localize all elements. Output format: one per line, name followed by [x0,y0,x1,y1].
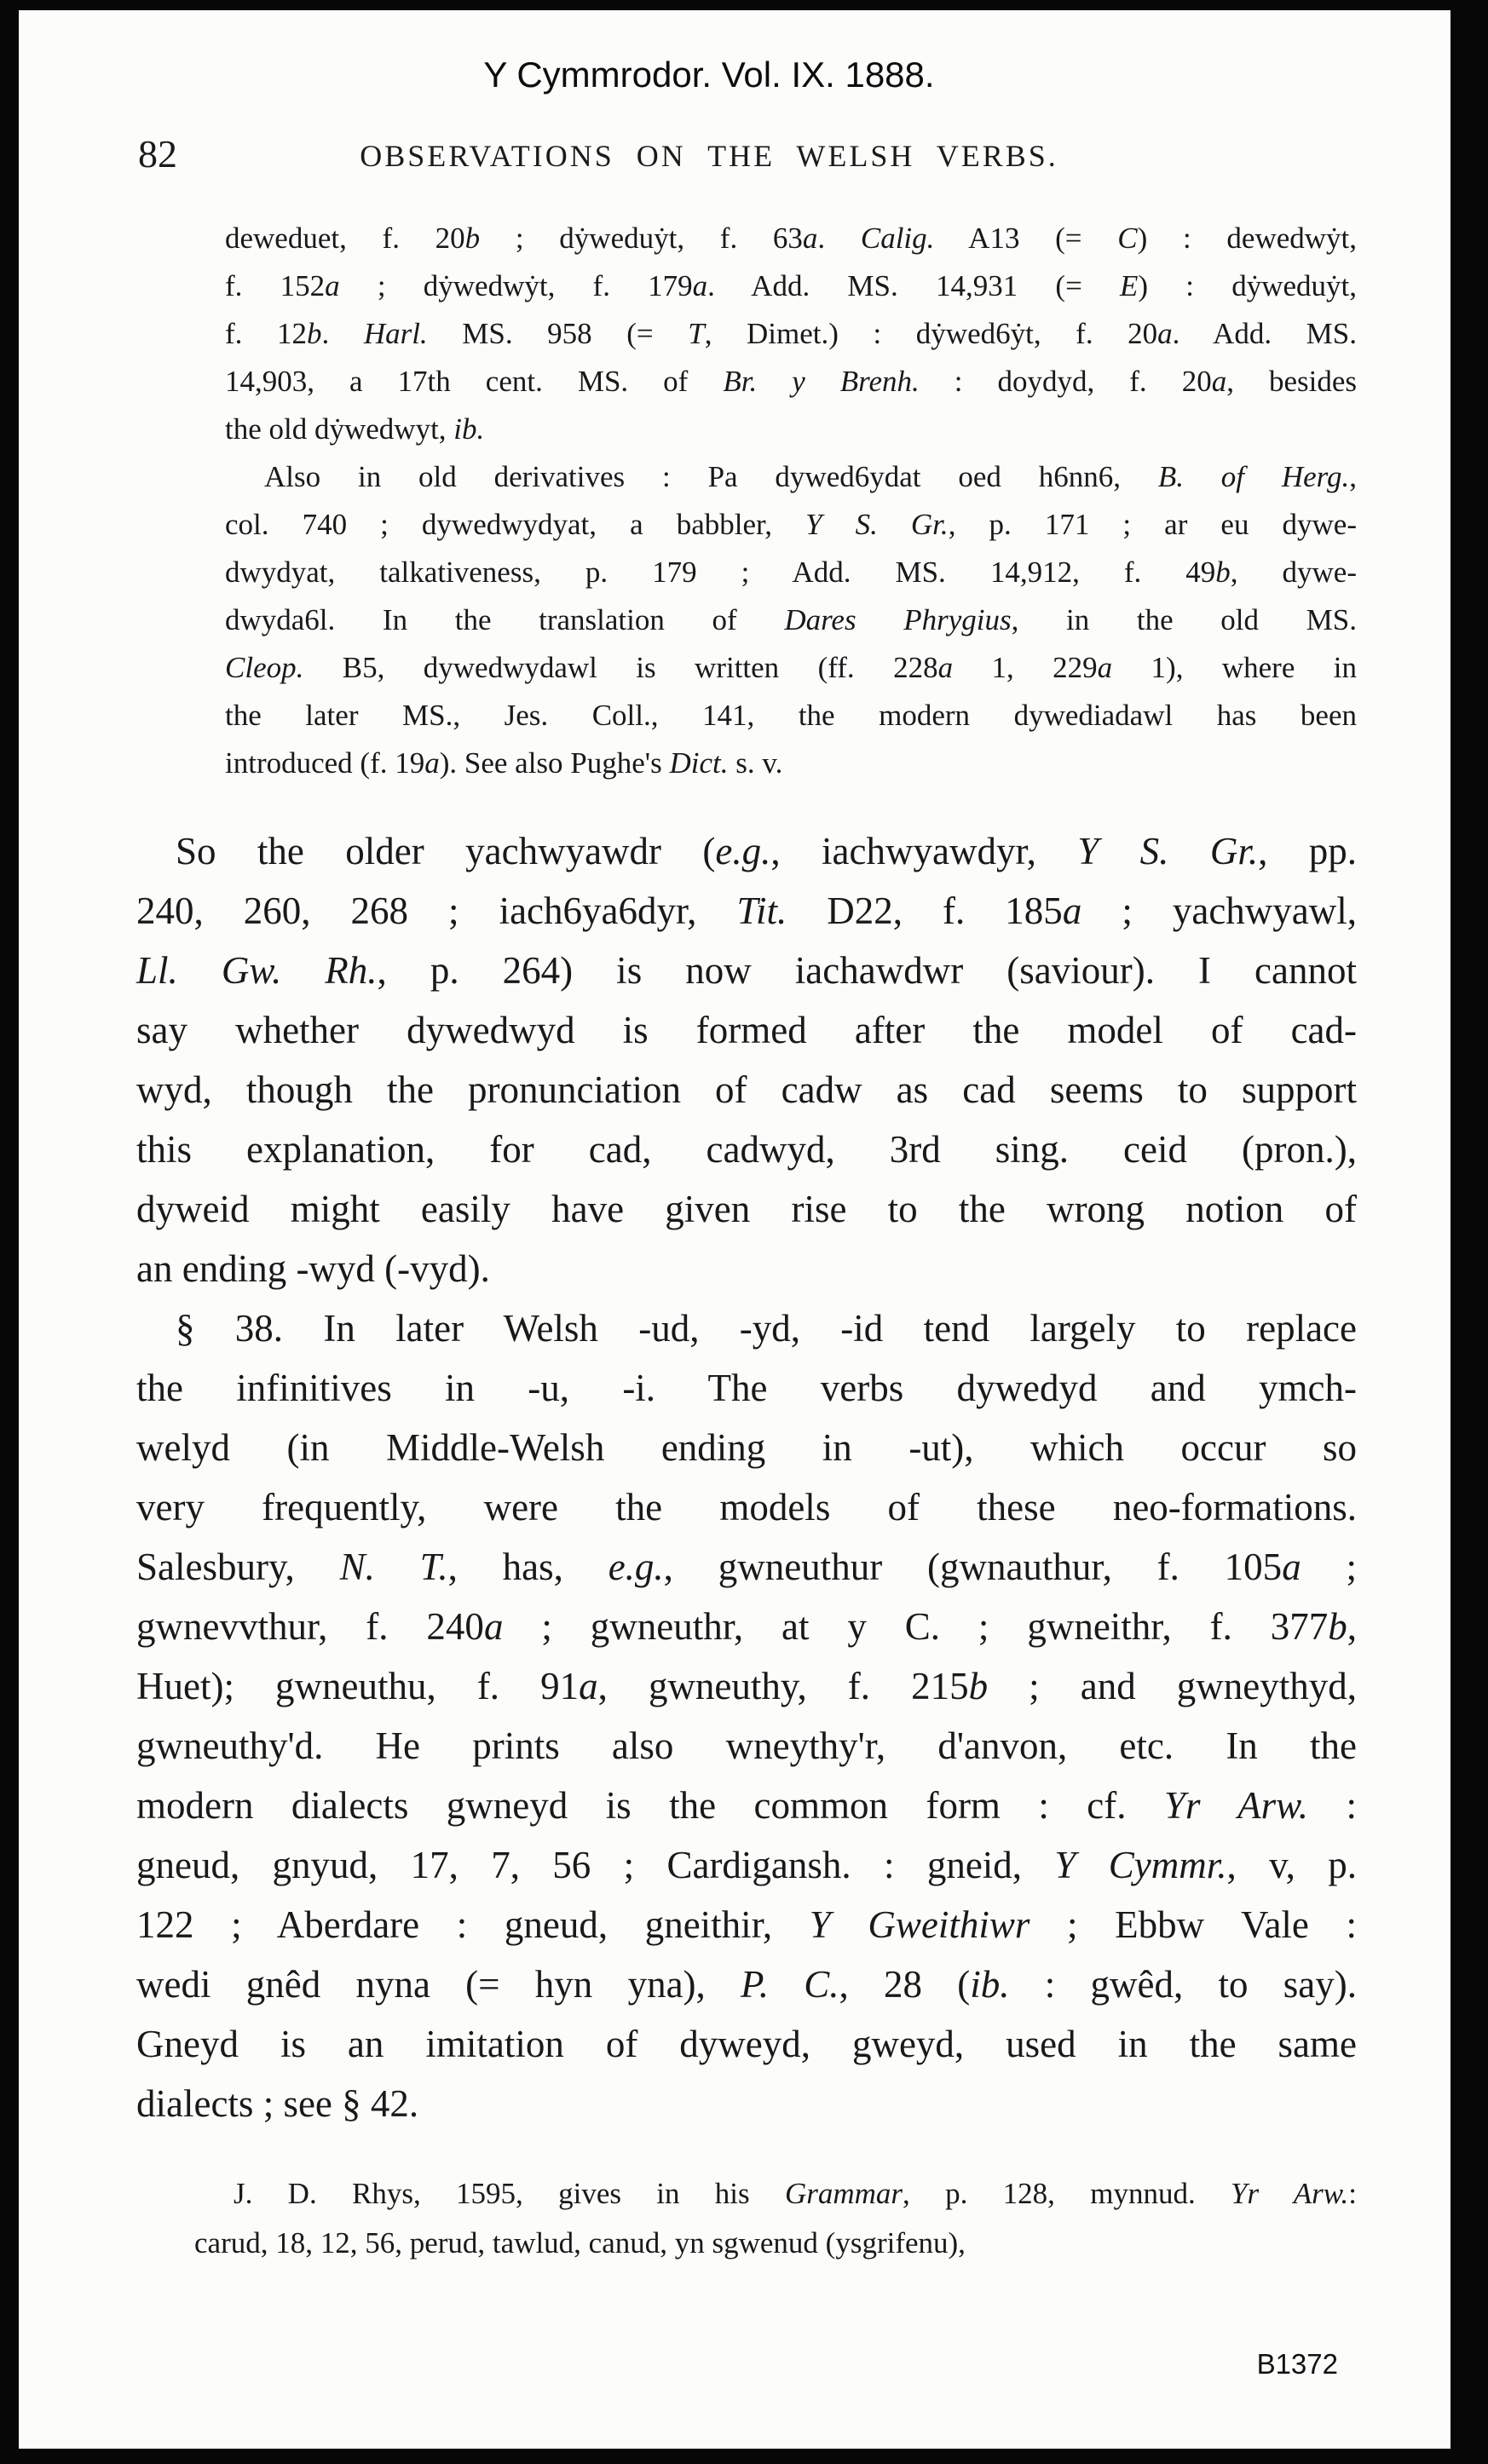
text-line: Cleop. B5, dywedwydawl is written (ff. 228a 1, 229a 1), where in [225,651,1357,684]
text-line: an ending -wyd (-vyd). [136,1247,490,1290]
text-line: the later MS., Jes. Coll., 141, the modern dywediadawl has been [225,699,1357,732]
text-line: Gneyd is an imitation of dyweyd, gweyd, used in the same [136,2023,1357,2065]
text-line: introduced (f. 19a). See also Pughe's Dict. s. v. [225,746,783,780]
paper-surface [19,10,1451,2449]
text-line: welyd (in Middle-Welsh ending in -ut), which occur so [136,1426,1357,1469]
text-line: this explanation, for cad, cadwyd, 3rd sing. ceid (pron.), [136,1128,1357,1171]
text-line: col. 740 ; dywedwydyat, a babbler, Y S. Gr., p. 171 ; ar eu dywe- [225,508,1357,541]
text-line: dwydyat, talkativeness, p. 179 ; Add. MS. 14,912, f. 49b, dywe- [225,556,1357,589]
text-block [136,1298,1357,2133]
text-line: 122 ; Aberdare : gneud, gneithir, Y Gweithiwr ; Ebbw Vale : [136,1903,1358,1946]
text-block [136,821,1357,1298]
text-line: say whether dywedwyd is formed after the model of cad- [136,1009,1357,1051]
text-line: the old dẏwedwyt, ib. [225,412,485,446]
text-line: J. D. Rhys, 1595, gives in his Grammar, p. 128, mynnud. Yr Arw.: [234,2177,1358,2210]
text-line: Ll. Gw. Rh., p. 264) is now iachawdwr (saviour). I cannot [136,949,1357,992]
text-line: Huet); gwneuthu, f. 91a, gwneuthy, f. 215b ; and gwneythyd, [136,1665,1358,1707]
text-blocks [136,215,1357,2268]
text-line: Salesbury, N. T., has, e.g., gwneuthur (gwnauthur, f. 105a ; [136,1546,1357,1588]
text-line: f. 152a ; dẏwedwẏt, f. 179a. Add. MS. 14,931 (= E) : dẏweduẏt, [225,269,1358,302]
text-block [194,2169,1357,2268]
text-line: dwyda6l. In the translation of Dares Phrygius, in the old MS. [225,603,1357,636]
text-line: 240, 260, 268 ; iach6ya6dyr, Tit. D22, f. 185a ; yachwyawl, [136,889,1358,932]
text-block [225,453,1357,787]
text-line: So the older yachwyawdr (e.g., iachwyawdyr, Y S. Gr., pp. [176,830,1357,872]
text-line: carud, 18, 12, 56, perud, tawlud, canud, yn sgwenud (ysgrifenu), [194,2226,966,2260]
text-line: dialects ; see § 42. [136,2082,419,2125]
text-line: wyd, though the pronunciation of cadw as cad seems to support [136,1068,1357,1111]
page-number: 82 [138,132,177,176]
text-line: very frequently, were the models of these neo-formations. [136,1486,1357,1528]
text-line: deweduet, f. 20b ; dẏweduẏt, f. 63a. Calig. A13 (= C) : dewedwẏt, [225,222,1358,255]
text-block [225,215,1357,453]
text-line: modern dialects gwneyd is the common form : cf. Yr Arw. : [136,1784,1357,1827]
text-line: the infinitives in -u, -i. The verbs dywedyd and ymch- [136,1367,1357,1409]
text-line: f. 12b. Harl. MS. 958 (= T, Dimet.) : dẏwed6ẏt, f. 20a. Add. MS. [225,317,1357,350]
text-line: wedi gnêd nyna (= hyn yna), P. C., 28 (ib. : gwêd, to say). [136,1963,1357,2006]
catalog-mark: B1372 [1256,2348,1338,2380]
text-line: 14,903, a 17th cent. MS. of Br. y Brenh. : doydyd, f. 20a, besides [225,365,1357,398]
text-line: § 38. In later Welsh -ud, -yd, -id tend largely to replace [176,1307,1357,1350]
text-line: Also in old derivatives : Pa dywed6ydat oed h6nn6, B. of Herg., [264,460,1357,493]
text-line: dyweid might easily have given rise to the wrong notion of [136,1188,1357,1230]
text-line: gwnevvthur, f. 240a ; gwneuthr, at y C. ; gwneithr, f. 377b, [136,1605,1357,1648]
text-line: gneud, gnyud, 17, 7, 56 ; Cardigansh. : gneid, Y Cymmr., v, p. [136,1844,1358,1886]
text-line: gwneuthy'd. He prints also wneythy'r, d'anvon, etc. In the [136,1724,1357,1767]
volume-header: Y Cymmrodor. Vol. IX. 1888. [483,55,935,95]
running-head: OBSERVATIONS ON THE WELSH VERBS. [360,139,1058,173]
